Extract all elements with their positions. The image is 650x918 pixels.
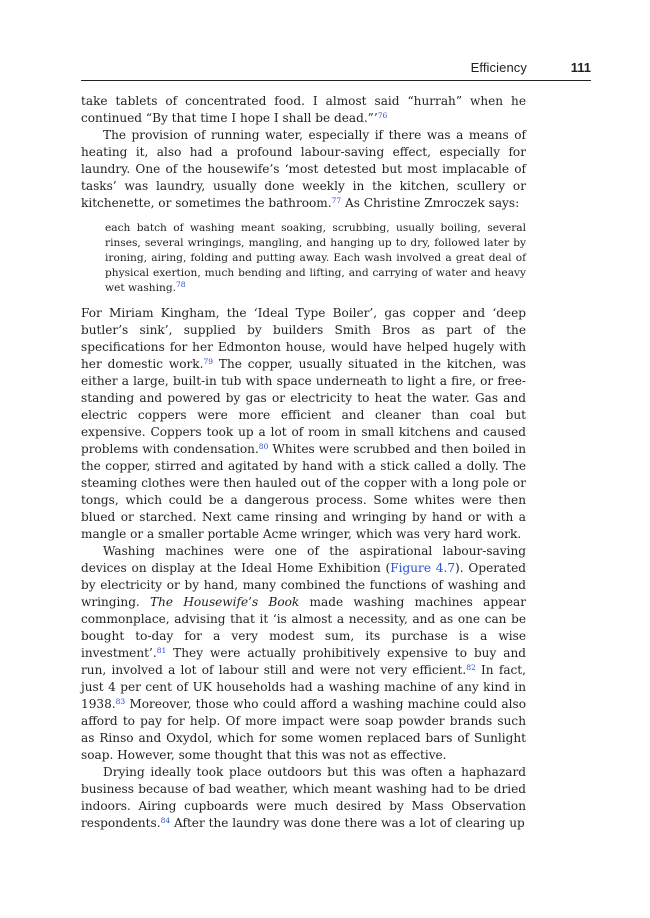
running-head: Efficiency <box>470 60 527 75</box>
paragraph-text: made washing machines appear commonplace, advising that it ‘is almost a necessity, and as one can be bought to-day for a very modest sum, its purchase is a wise investment’. <box>81 595 526 660</box>
page-body <box>81 93 526 832</box>
paragraph-2 <box>81 127 526 212</box>
paragraph-text: In fact, just 4 per cent of UK households had a washing machine of any kind in 1938. <box>81 663 527 711</box>
page-header <box>81 58 591 81</box>
footnote-ref-81[interactable]: 81 <box>156 646 167 655</box>
figure-link[interactable]: Figure 4.7 <box>390 561 456 575</box>
paragraph-text: Washing machines were one of the aspirational labour-saving devices on display at the Ideal Home Exhibition ( <box>81 544 526 575</box>
paragraph-text: The provision of running water, especially if there was a means of heating it, also had a profound labour-saving effect, especially for laundry. One of the housewife’s ‘most detested but most implacable of tasks’ was laundry, usually done weekly in the kitchen, scullery or kitchenette, or sometimes the bathroom. <box>81 128 526 210</box>
footnote-ref-78[interactable]: 78 <box>175 280 186 289</box>
paragraph-text: After the laundry was done there was a lot of clearing up <box>170 816 525 830</box>
paragraph-5 <box>81 764 526 832</box>
paragraph-text: The copper, usually situated in the kitchen, was either a large, built-in tub with space underneath to light a fire, or free-standing and powered by gas or electricity to heat the water. Gas and electric coppers were more efficient and cleaner than coal but expensive. Coppers took up a lot of room in small kitchens and caused problems with condensation. <box>81 357 527 456</box>
paragraph-text: For Miriam Kingham, the ‘Ideal Type Boiler’, gas copper and ‘deep butler’s sink’, supplied by builders Smith Bros as part of the specifications for her Edmonton house, would have helped hugely with her domestic work. <box>81 306 526 371</box>
paragraph-text: take tablets of concentrated food. I almost said “hurrah” when he continued “By that time I hope I shall be dead.”’ <box>81 94 526 125</box>
paragraph-text: ). Operated by electricity or by hand, many combined the functions of washing and wringing. <box>81 561 526 609</box>
quote-text: each batch of washing meant soaking, scrubbing, usually boiling, several rinses, several wringings, mangling, and hanging up to dry, followed later by ironing, airing, folding and putting away. Each wash involved a great deal of physical exertion, much bending and lifting, and carrying of water and heavy wet washing. <box>105 222 526 294</box>
paragraph-text: Moreover, those who could afford a washing machine could also afford to pay for help. Of more impact were soap powder brands such as Rinso and Oxydol, which for some women replaced bars of Sunlight soap. However, some thought that this was not as effective. <box>81 697 526 762</box>
paragraph-text: Whites were scrubbed and then boiled in the copper, stirred and agitated by hand with a stick called a dolly. The steaming clothes were then hauled out of the copper with a long pole or tongs, which could be a dangerous process. Some whites were then blued or starched. Next came rinsing and wringing by hand or with a mangle or a smaller portable Acme wringer, which was very hard work. <box>81 442 526 541</box>
footnote-ref-77[interactable]: 77 <box>331 196 342 205</box>
footnote-ref-82[interactable]: 82 <box>466 663 476 672</box>
book-title: The Housewife’s Book <box>150 595 300 609</box>
paragraph-text: Drying ideally took place outdoors but this was often a haphazard business because of bad weather, which meant washing had to be dried indoors. Airing cupboards were much desired by Mass Observation respondents. <box>81 765 526 830</box>
footnote-ref-83[interactable]: 83 <box>115 697 126 706</box>
page-number: 111 <box>570 60 591 75</box>
block-quote <box>105 221 526 296</box>
footnote-ref-80[interactable]: 80 <box>258 442 269 451</box>
paragraph-3 <box>81 305 526 543</box>
footnote-ref-76[interactable]: 76 <box>377 111 388 120</box>
footnote-ref-84[interactable]: 84 <box>160 816 171 825</box>
paragraph-4 <box>81 543 526 764</box>
paragraph-text: They were actually prohibitively expensive to buy and run, involved a lot of labour still and were not very efficient. <box>81 646 526 677</box>
paragraph-1 <box>81 93 526 127</box>
footnote-ref-79[interactable]: 79 <box>203 357 213 366</box>
paragraph-text: As Christine Zmroczek says: <box>341 196 520 210</box>
